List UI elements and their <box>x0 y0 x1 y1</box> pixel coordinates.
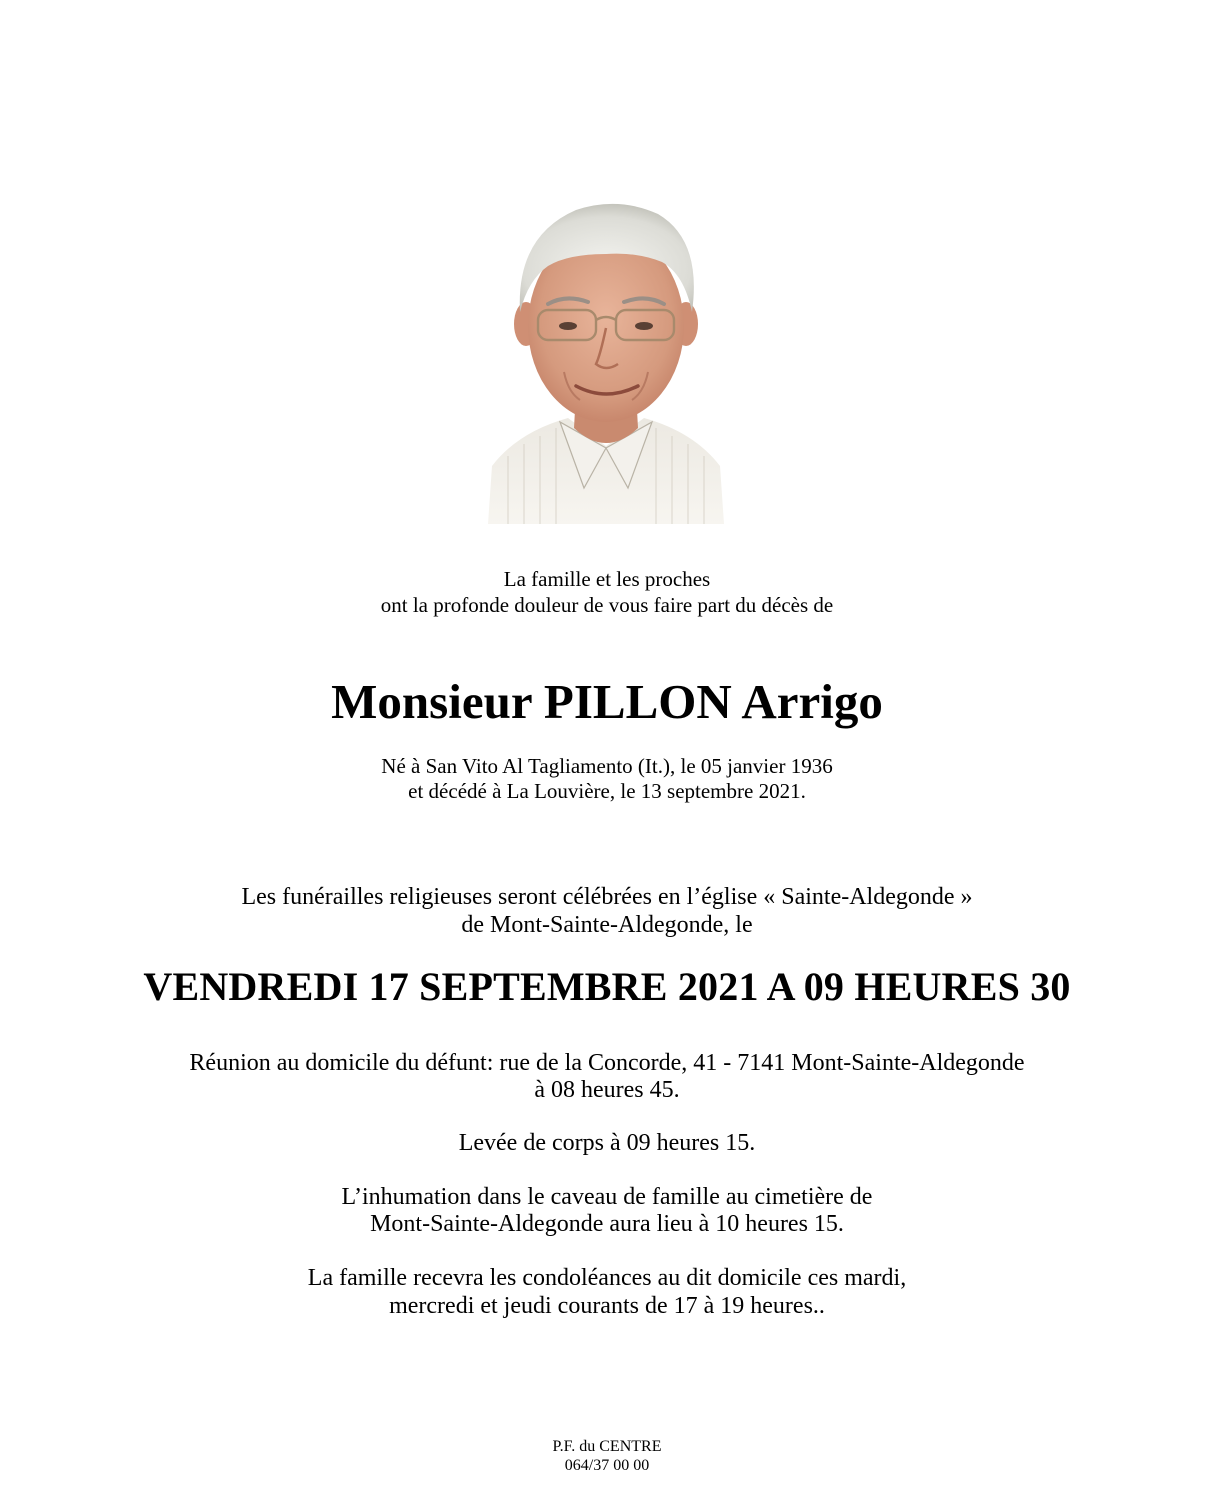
condolences-line-2: mercredi et jeudi courants de 17 à 19 heures.. <box>389 1293 825 1319</box>
funeral-home-phone: 064/37 00 00 <box>564 1457 650 1474</box>
meeting-line-2: à 08 heures 45. <box>534 1077 680 1103</box>
meeting-line-1: Réunion au domicile du défunt: rue de la Concorde, 41 - 7141 Mont-Sainte-Aldegonde <box>189 1050 1025 1076</box>
birth-line: Né à San Vito Al Tagliamento (It.), le 05 janvier 1936 <box>381 754 833 778</box>
levee-line: Levée de corps à 09 heures 15. <box>458 1130 756 1156</box>
condolences-line-1: La famille recevra les condoléances au dit domicile ces mardi, <box>307 1265 907 1291</box>
deceased-name: Monsieur PILLON Arrigo <box>331 674 883 729</box>
death-line: et décédé à La Louvière, le 13 septembre 2021. <box>408 779 806 803</box>
burial-line-2: Mont-Sainte-Aldegonde aura lieu à 10 heures 15. <box>370 1211 844 1237</box>
intro-line-1: La famille et les proches <box>503 567 711 591</box>
intro-line-2: ont la profonde douleur de vous faire part du décès de <box>380 593 834 617</box>
funeral-date: VENDREDI 17 SEPTEMBRE 2021 A 09 HEURES 30 <box>143 964 1071 1009</box>
funeral-line-1: Les funérailles religieuses seront célébrées en l’église « Sainte-Aldegonde » <box>241 884 973 910</box>
burial-line-1: L’inhumation dans le caveau de famille au cimetière de <box>341 1184 873 1210</box>
portrait-photo <box>488 196 724 524</box>
funeral-home-name: P.F. du CENTRE <box>552 1438 662 1455</box>
funeral-line-2: de Mont-Sainte-Aldegonde, le <box>461 912 753 938</box>
